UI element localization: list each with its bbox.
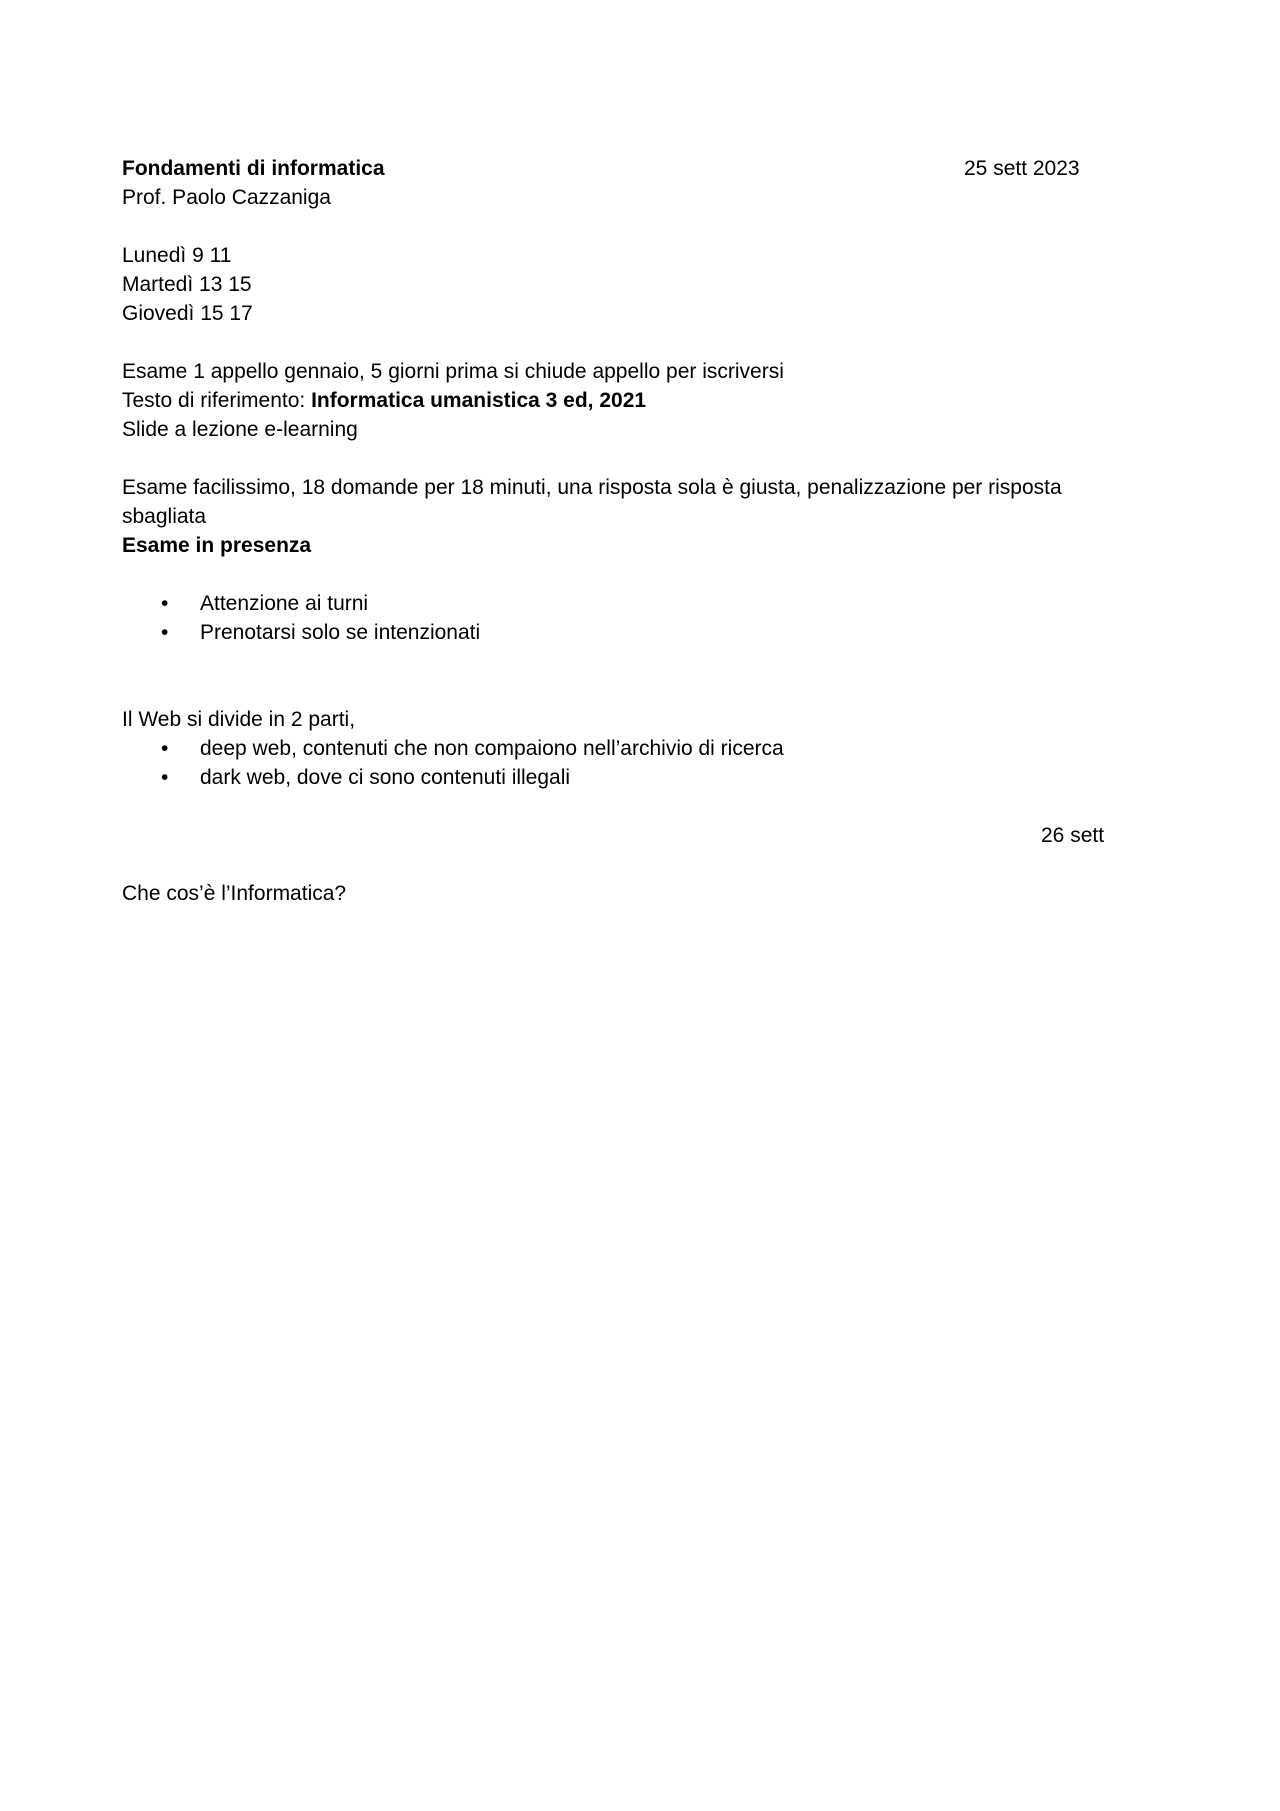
document-title: Fondamenti di informatica	[122, 157, 385, 180]
reference-text	[122, 386, 646, 415]
professor-name: Prof. Paolo Cazzaniga	[122, 186, 331, 209]
bullet-item-deep-web: deep web, contenuti che non compaiono nell’archivio di ricerca	[200, 737, 784, 760]
bullet-icon: •	[161, 766, 169, 789]
bullet-icon: •	[161, 592, 169, 615]
schedule-monday: Lunedì 9 11	[122, 244, 232, 267]
schedule-thursday: Giovedì 15 17	[122, 302, 253, 325]
exam-description-line-2: sbagliata	[122, 505, 207, 528]
date-26-sett: 26 sett	[1041, 824, 1105, 847]
slides-line: Slide a lezione e-learning	[122, 418, 358, 441]
bullet-item-dark-web: dark web, dove ci sono contenuti illegali	[200, 766, 571, 789]
question-line: Che cos’è l’Informatica?	[122, 882, 347, 905]
exam-line: Esame 1 appello gennaio, 5 giorni prima si chiude appello per iscriversi	[122, 360, 784, 383]
exam-description-line-1: Esame facilissimo, 18 domande per 18 minuti, una risposta sola è giusta, penalizzazione per risposta	[122, 476, 1062, 499]
reference-title: Informatica umanistica 3 ed, 2021	[311, 389, 647, 412]
reference-label: Testo di riferimento:	[122, 389, 312, 412]
bullet-item-turni: Attenzione ai turni	[200, 592, 369, 615]
schedule-tuesday: Martedì 13 15	[122, 273, 252, 296]
date-25-sett: 25 sett 2023	[964, 157, 1080, 180]
bullet-icon: •	[161, 621, 169, 644]
exam-mode: Esame in presenza	[122, 534, 312, 557]
web-intro: Il Web si divide in 2 parti,	[122, 708, 356, 731]
bullet-item-prenotarsi: Prenotarsi solo se intenzionati	[200, 621, 481, 644]
bullet-icon: •	[161, 737, 169, 760]
